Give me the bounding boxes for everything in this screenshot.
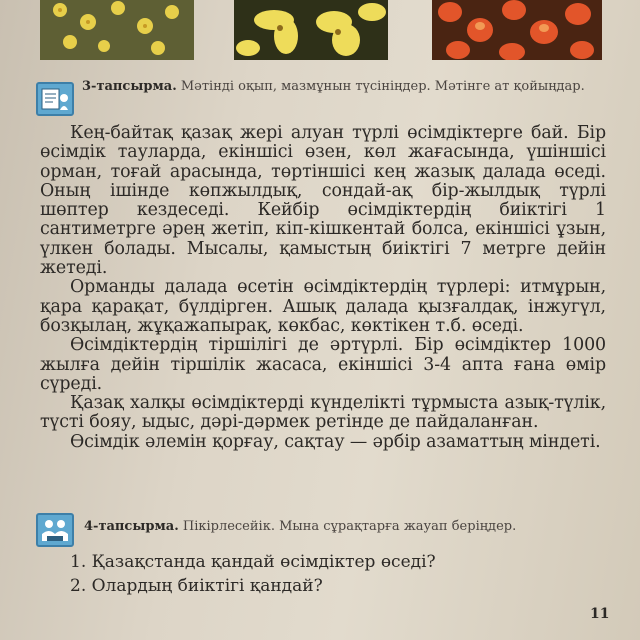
paragraph-4: Қазақ халқы өсімдіктерді күнделікті тұрмыста азық-түлік, түсті бояу, ыдыс, дәрі-дәрмек ретінде де пайдаланған. [40, 393, 606, 433]
task-4-instruction [84, 518, 614, 535]
task-4-label: 4-тапсырма. [84, 519, 179, 534]
paragraph-5: Өсімдік әлемін қорғау, сақтау — әрбір азаматтың міндеті. [70, 431, 601, 452]
task-3-instruction [82, 78, 612, 95]
photo-red-tulips [432, 0, 602, 60]
main-text [40, 124, 606, 452]
paragraph-3: Өсімдіктердің тіршілігі де әртүрлі. Бір өсімдіктер 1000 жылға дейін тіршілік жасаса, екіншісі 3-4 апта ғана өмір сүреді. [40, 335, 606, 394]
task-4-text: Пікірлесейік. Мына сұрақтарға жауап беріңдер. [178, 519, 517, 534]
question-1: 1. Қазақстанда қандай өсімдіктер өседі? [70, 552, 436, 572]
page-number: 11 [590, 606, 610, 622]
question-2: 2. Олардың биіктігі қандай? [70, 576, 323, 596]
discussion-task-icon [36, 513, 74, 547]
photo-yellow-flowers [40, 0, 194, 60]
task-3-text: Мәтінді оқып, мазмұнын түсініңдер. Мәтінге ат қойыңдар. [176, 79, 585, 94]
task-3-label: 3-тапсырма. [82, 79, 177, 94]
photo-yellow-lilies [234, 0, 388, 60]
reading-task-icon [36, 82, 74, 116]
paragraph-2: Орманды далада өсетін өсімдіктердің түрлері: итмұрын, қара қарақат, бүлдірген. Ашық далада қызғалдақ, інжугүл, бозқылаң, жұқажапырақ, көкбас, көктікен т.б. өседі. [40, 277, 606, 336]
paragraph-1: Кең-байтақ қазақ жері алуан түрлі өсімдіктерге бай. Бір өсімдік тауларда, екіншісі өзен, көл жағасында, үшіншісі орман, тоғай арасында, төртіншісі кең жазық далада өседі. Оның ішінде көпжылдық, сондай-ақ бір-жылдық түрлі шөптер кездеседі. Кейбір өсімдіктердің биіктігі 1 сантиметрге әрең жетіп, кіп-кішкентай болса, екіншісі ұзын, үлкен болады. Мысалы, қамыстың биіктігі 7 метрге дейін жетеді. [40, 123, 606, 279]
question-list [70, 550, 436, 598]
